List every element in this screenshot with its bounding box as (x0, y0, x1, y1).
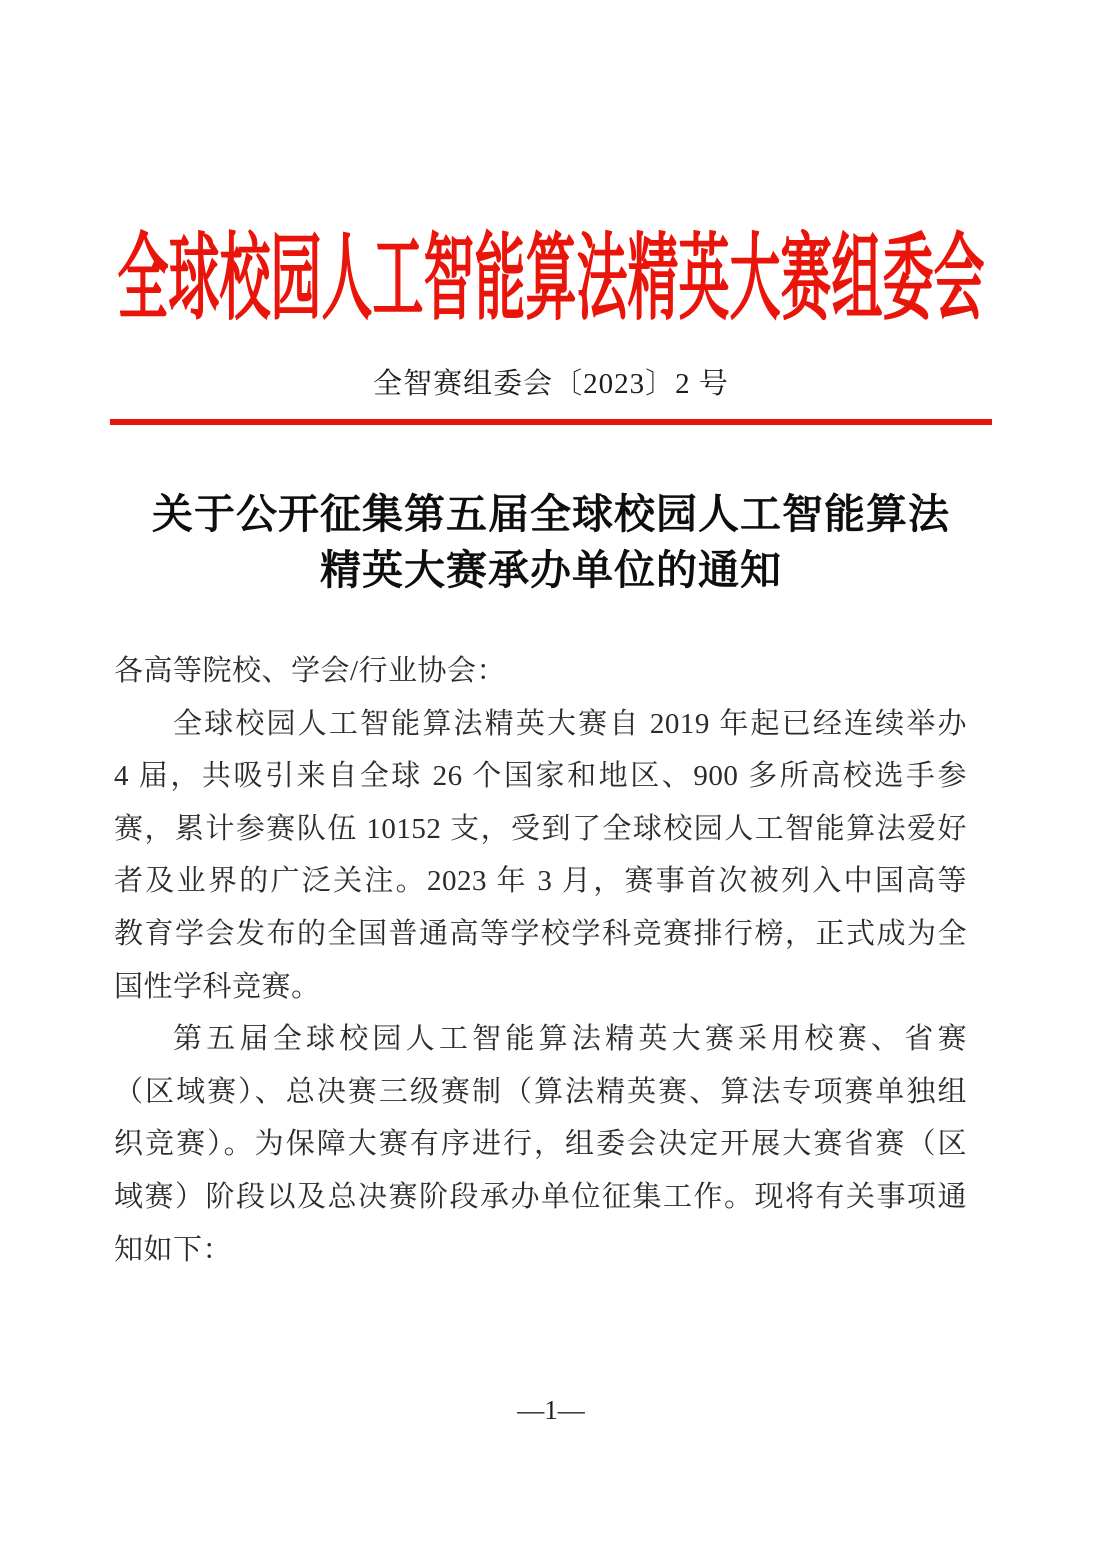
paragraph2-line: （区域赛）、总决赛三级赛制（算法精英赛、算法专项赛单独组 (114, 1075, 967, 1108)
paragraph2-line: 织竞赛）。为保障大赛有序进行，组委会决定开展大赛省赛（区 (114, 1128, 967, 1161)
paragraph2-line: 域赛）阶段以及总决赛阶段承办单位征集工作。现将有关事项通 (114, 1180, 967, 1213)
paragraph1-line: 赛，累计参赛队伍 10152 支，受到了全球校园人工智能算法爱好 (114, 812, 967, 845)
document-title (0, 486, 1102, 598)
paragraph2-line: 知如下： (114, 1233, 233, 1266)
paragraph1-line: 全球校园人工智能算法精英大赛自 2019 年起已经连续举办 (173, 707, 967, 740)
paragraph1-line: 国性学科竞赛。 (114, 970, 321, 1003)
document-body (114, 645, 967, 1276)
document-title-line-2: 精英大赛承办单位的通知 (320, 547, 782, 593)
paragraph1-line: 者及业界的广泛关注。2023 年 3 月，赛事首次被列入中国高等 (114, 865, 967, 898)
document-number: 全智赛组委会〔2023〕2 号 (373, 368, 729, 400)
red-divider-line (110, 419, 992, 425)
paragraph2-line: 第五届全球校园人工智能算法精英大赛采用校赛、省赛 (173, 1023, 967, 1056)
letterhead-org-title: 全球校园人工智能算法精英大赛组委会 (117, 229, 985, 333)
paragraph1-line: 教育学会发布的全国普通高等学校学科竞赛排行榜，正式成为全 (114, 917, 967, 950)
page-number: —1— (517, 1395, 585, 1425)
paragraph1-line: 4 届，共吸引来自全球 26 个国家和地区、900 多所高校选手参 (114, 760, 967, 793)
salutation-line: 各高等院校、学会/行业协会： (114, 655, 507, 687)
document-title-line-1: 关于公开征集第五届全球校园人工智能算法 (152, 491, 950, 537)
